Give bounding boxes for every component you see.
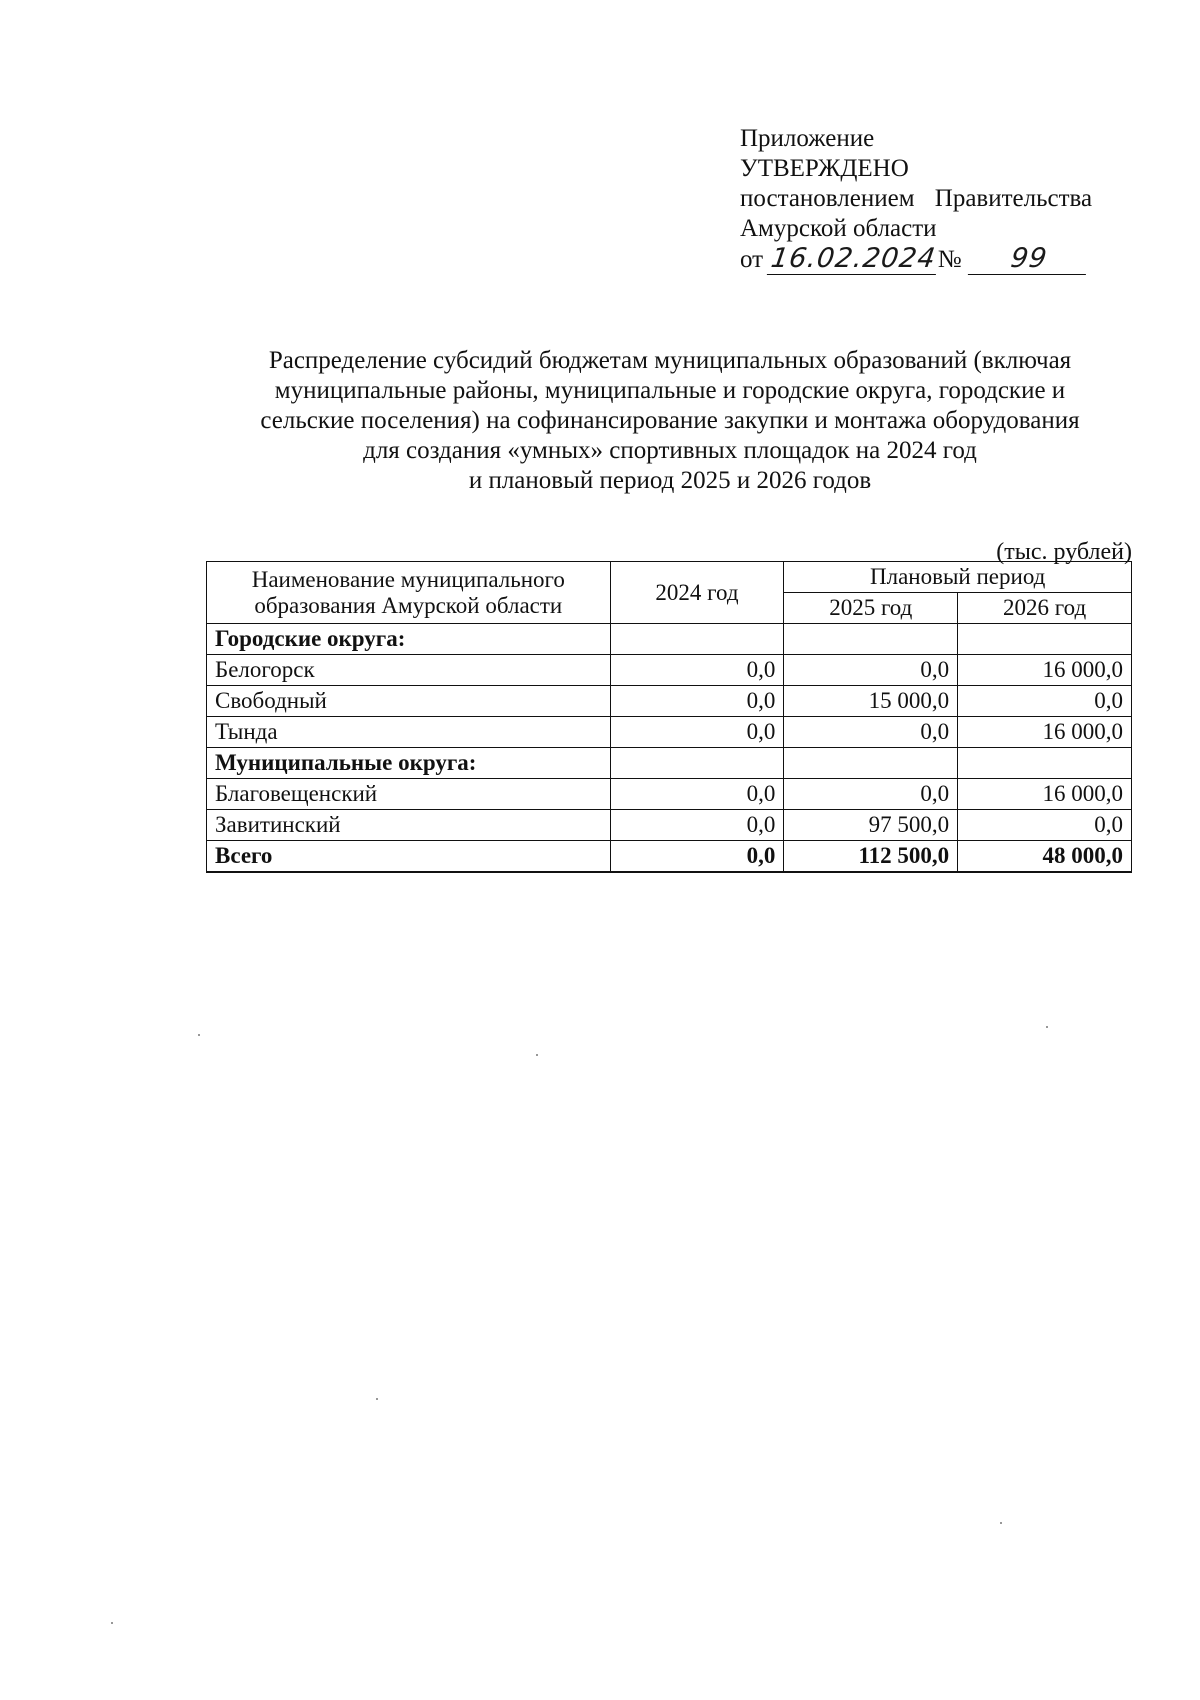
header-planned-period: Плановый период xyxy=(784,562,1132,593)
header-year: 2024 год xyxy=(610,562,784,624)
approval-date: 16.02.2024 xyxy=(767,244,940,275)
document-title xyxy=(190,346,1150,496)
approval-appendix: Приложение xyxy=(740,125,875,152)
row-name: Свободный xyxy=(207,686,611,717)
row-value-2025: 112 500,0 xyxy=(784,841,958,873)
table-row xyxy=(207,624,1132,655)
row-value-2024: 0,0 xyxy=(610,655,784,686)
table-total-row xyxy=(207,841,1132,873)
approval-number: 99 xyxy=(967,244,1089,275)
row-value-2024 xyxy=(610,624,784,655)
row-value-2025 xyxy=(784,624,958,655)
row-value-2026: 16 000,0 xyxy=(958,655,1132,686)
row-value-2026: 0,0 xyxy=(958,686,1132,717)
row-name: Тында xyxy=(207,717,611,748)
row-value-2026: 0,0 xyxy=(958,810,1132,841)
row-value-2026 xyxy=(958,748,1132,779)
row-value-2025: 97 500,0 xyxy=(784,810,958,841)
approval-date-prefix: от xyxy=(740,246,764,273)
approval-resolution: постановлением Правительства xyxy=(740,185,1093,212)
subsidy-table xyxy=(206,561,1132,873)
row-name: Всего xyxy=(207,841,611,873)
header-name-line2: образования Амурской области xyxy=(254,592,563,618)
scan-speck xyxy=(376,1398,378,1400)
row-value-2026 xyxy=(958,624,1132,655)
row-value-2025 xyxy=(784,748,958,779)
row-value-2024: 0,0 xyxy=(610,717,784,748)
header-year-2025: 2025 год xyxy=(784,593,958,624)
scan-speck xyxy=(198,1034,200,1036)
row-name: Муниципальные округа: xyxy=(207,748,611,779)
approval-number-sign: № xyxy=(937,246,962,273)
table-row xyxy=(207,686,1132,717)
row-value-2025: 0,0 xyxy=(784,779,958,810)
approval-date-line xyxy=(740,244,1180,275)
row-name: Благовещенский xyxy=(207,779,611,810)
title-line: муниципальные районы, муниципальные и городские округа, городские и xyxy=(274,377,1066,404)
row-name: Городские округа: xyxy=(207,624,611,655)
title-line: Распределение субсидий бюджетам муниципальных образований (включая xyxy=(268,347,1072,374)
row-value-2024: 0,0 xyxy=(610,810,784,841)
table-header-row xyxy=(207,562,1132,593)
header-name xyxy=(207,562,611,624)
title-line: сельские поселения) на софинансирование закупки и монтажа оборудования xyxy=(260,407,1080,434)
row-value-2025: 15 000,0 xyxy=(784,686,958,717)
scan-speck xyxy=(1000,1522,1002,1524)
approval-region: Амурской области xyxy=(740,215,937,242)
row-name: Белогорск xyxy=(207,655,611,686)
row-value-2024 xyxy=(610,748,784,779)
row-value-2026: 48 000,0 xyxy=(958,841,1132,873)
row-value-2026: 16 000,0 xyxy=(958,717,1132,748)
header-name-line1: Наименование муниципального xyxy=(251,566,565,592)
row-value-2026: 16 000,0 xyxy=(958,779,1132,810)
table-row xyxy=(207,779,1132,810)
table-row xyxy=(207,717,1132,748)
row-name: Завитинский xyxy=(207,810,611,841)
approval-block xyxy=(740,124,1180,275)
units-label: (тыс. рублей) xyxy=(996,539,1132,565)
table-row xyxy=(207,748,1132,779)
row-value-2024: 0,0 xyxy=(610,686,784,717)
scan-speck xyxy=(1046,1026,1048,1028)
header-year-2026: 2026 год xyxy=(958,593,1132,624)
table-row xyxy=(207,810,1132,841)
row-value-2024: 0,0 xyxy=(610,841,784,873)
table-row xyxy=(207,655,1132,686)
row-value-2024: 0,0 xyxy=(610,779,784,810)
row-value-2025: 0,0 xyxy=(784,655,958,686)
title-line: и плановый период 2025 и 2026 годов xyxy=(468,467,872,494)
title-line: для создания «умных» спортивных площадок на 2024 год xyxy=(363,437,977,464)
scan-speck xyxy=(536,1054,538,1056)
row-value-2025: 0,0 xyxy=(784,717,958,748)
scan-speck xyxy=(111,1622,113,1624)
approval-approved: УТВЕРЖДЕНО xyxy=(740,155,909,182)
